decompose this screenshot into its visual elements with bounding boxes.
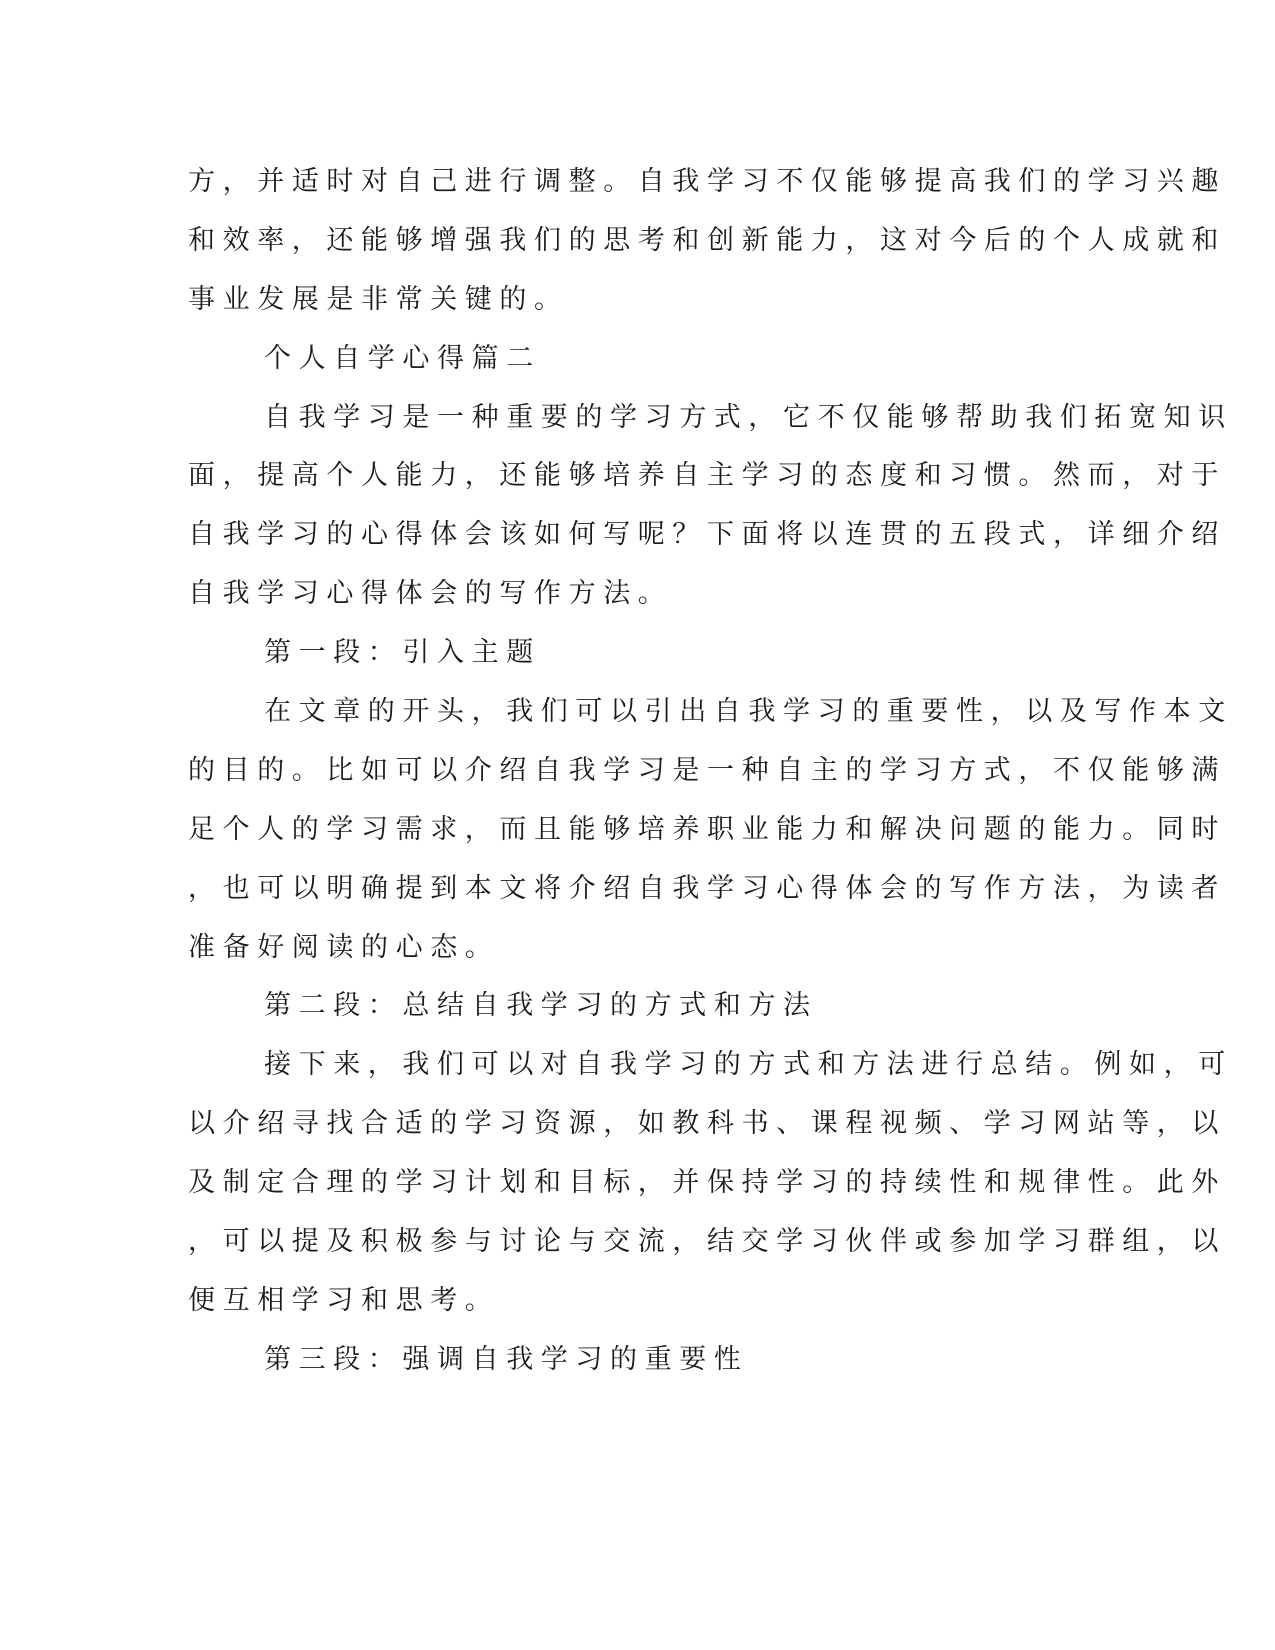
section-heading: 个人自学心得篇二	[264, 343, 541, 374]
body-text-line: 及制定合理的学习计划和目标，并保持学习的持续性和规律性。此外	[188, 1167, 1226, 1198]
body-text-line: 便互相学习和思考。	[188, 1285, 500, 1316]
body-text-line: 方，并适时对自己进行调整。自我学习不仅能够提高我们的学习兴趣	[188, 166, 1226, 197]
body-text-line: ，也可以明确提到本文将介绍自我学习心得体会的写作方法，为读者	[188, 873, 1226, 904]
body-text-line: ，可以提及积极参与讨论与交流，结交学习伙伴或参加学习群组，以	[188, 1226, 1226, 1257]
body-text-line: 和效率，还能够增强我们的思考和创新能力，这对今后的个人成就和	[188, 225, 1226, 256]
body-text-line: 以介绍寻找合适的学习资源，如教科书、课程视频、学习网站等，以	[188, 1108, 1226, 1139]
body-text-line: 在文章的开头，我们可以引出自我学习的重要性，以及写作本文	[264, 696, 1233, 727]
body-text-line: 足个人的学习需求，而且能够培养职业能力和解决问题的能力。同时	[188, 814, 1226, 845]
body-text-line: 准备好阅读的心态。	[188, 932, 500, 963]
paragraph-heading: 第一段：引入主题	[264, 637, 541, 668]
body-text-line: 自我学习心得体会的写作方法。	[188, 578, 673, 609]
body-text-line: 的目的。比如可以介绍自我学习是一种自主的学习方式，不仅能够满	[188, 755, 1226, 786]
paragraph-heading: 第二段：总结自我学习的方式和方法	[264, 990, 818, 1021]
body-text-line: 面，提高个人能力，还能够培养自主学习的态度和习惯。然而，对于	[188, 460, 1226, 491]
body-text-line: 接下来，我们可以对自我学习的方式和方法进行总结。例如，可	[264, 1049, 1233, 1080]
paragraph-heading: 第三段：强调自我学习的重要性	[264, 1344, 749, 1375]
body-text-line: 自我学习的心得体会该如何写呢？下面将以连贯的五段式，详细介绍	[188, 519, 1226, 550]
body-text-line: 事业发展是非常关键的。	[188, 284, 569, 315]
body-text-line: 自我学习是一种重要的学习方式，它不仅能够帮助我们拓宽知识	[264, 402, 1233, 433]
